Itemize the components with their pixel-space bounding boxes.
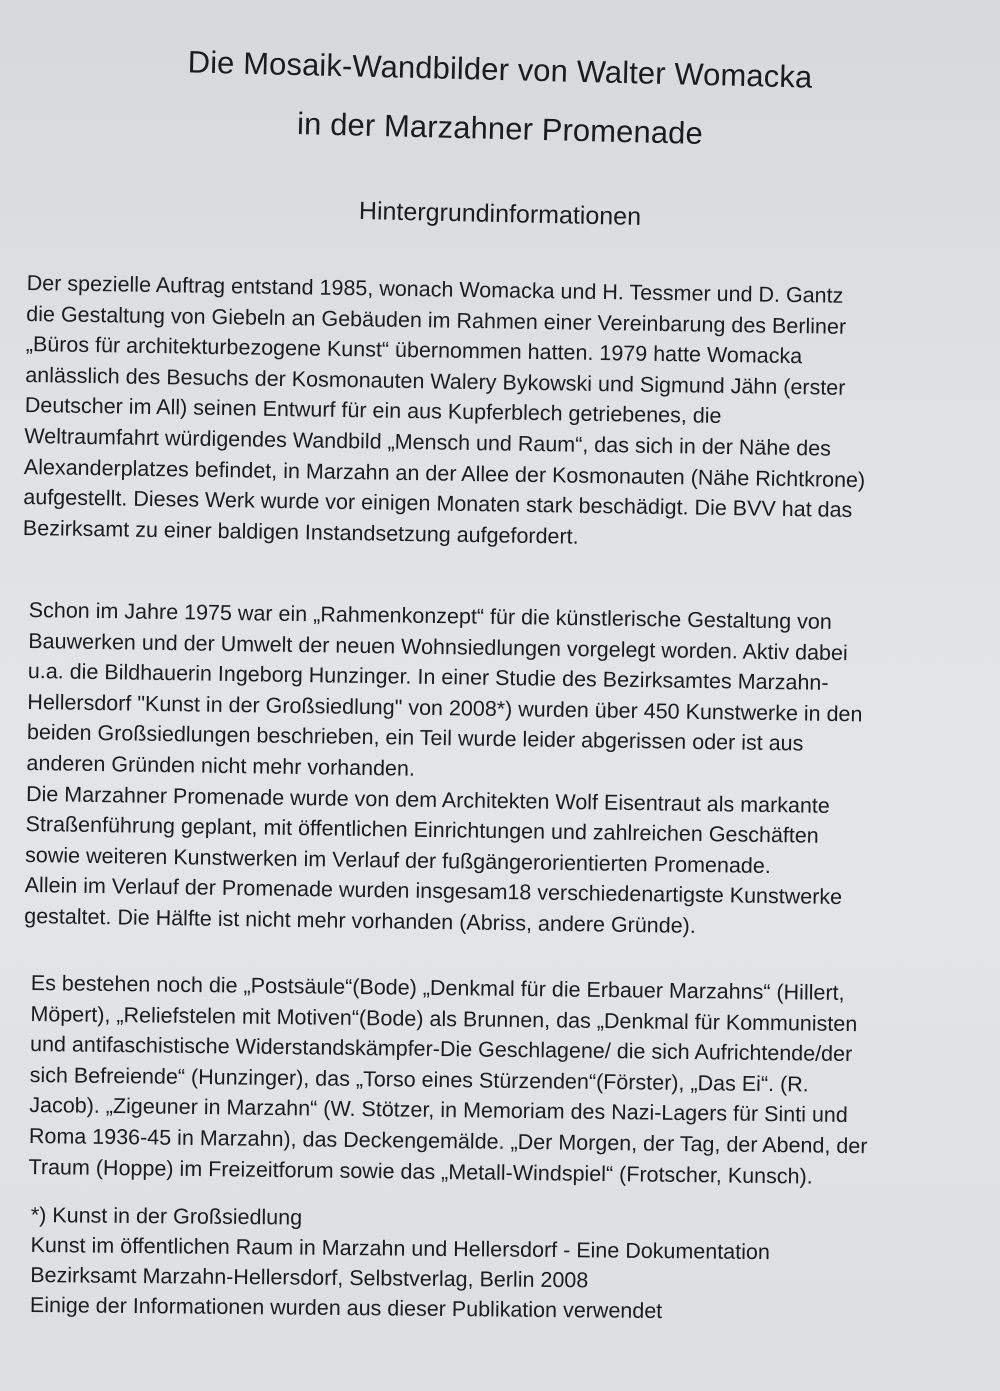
paragraph-line: Allein im Verlauf der Promenade wurden insgesam18 verschiedenartigste Kunstwerke [24, 873, 843, 910]
document-subtitle: Hintergrundinformationen [358, 197, 642, 231]
paragraph-kunstwerke [28, 968, 1000, 1194]
paragraph-line: die Gestaltung von Giebeln an Gebäuden im Rahmen einer Vereinbarung des Berliner [26, 301, 847, 339]
paragraph-line: und antifaschistische Widerstandskämpfer-Die Geschlagene/ die sich Aufrichtende/der [29, 1032, 853, 1067]
document-title-line-2: in der Marzahner Promenade [296, 106, 704, 151]
paragraph-line: anlässlich des Besuchs der Kosmonauten Walery Bykowski und Sigmund Jähn (erster [25, 362, 846, 400]
paragraph-line: anderen Gründen nicht mehr vorhanden. [26, 750, 416, 781]
paragraph-line: Straßenführung geplant, mit öffentlichen Einrichtungen und zahlreichen Geschäften [25, 812, 819, 848]
paragraph-line: aufgestellt. Dieses Werk wurde vor einigen Monaten stark beschädigt. Die BVV hat das [23, 485, 853, 523]
paragraph-line: Bauwerken und der Umwelt der neuen Wohnsiedlungen vorgelegt worden. Aktiv dabei [28, 628, 848, 665]
paragraph-rahmenkonzept [24, 595, 999, 946]
footnote-line: Einige der Informationen wurden aus dieser Publikation verwendet [29, 1292, 663, 1324]
paragraph-line: u.a. die Bildhauerin Ingeborg Hunzinger. In einer Studie des Bezirksamtes Marzahn- [27, 659, 829, 696]
paragraph-line: gestaltet. Die Hälfte ist nicht mehr vorhanden (Abriss, andere Gründe). [24, 903, 696, 938]
paragraph-line: „Büros für architekturbezogene Kunst“ übernommen hatten. 1979 hatte Womacka [25, 332, 803, 369]
paragraph-line: Der spezielle Auftrag entstand 1985, wonach Womacka und H. Tessmer und D. Gantz [26, 270, 844, 308]
paragraph-line: sich Befreiende“ (Hunzinger), das „Torso eines Stürzenden“(Förster), „Das Ei“. (R. [29, 1062, 809, 1097]
paragraph-line: sowie weiteren Kunstwerken im Verlauf der fußgängerorientierten Promenade. [24, 842, 771, 878]
footnote-line: Bezirksamt Marzahn-Hellersdorf, Selbstverlag, Berlin 2008 [30, 1262, 589, 1293]
paragraph-line: Bezirksamt zu einer baldigen Instandsetzung aufgefordert. [22, 515, 579, 549]
document-title-line-1: Die Mosaik-Wandbilder von Walter Womacka [187, 44, 813, 95]
footnote [30, 1200, 1000, 1329]
paragraph-line: Die Marzahner Promenade wurde von dem Architekten Wolf Eisentraut als markante [25, 781, 831, 818]
paragraph-line: Weltraumfahrt würdigendes Wandbild „Mensch und Raum“, das sich in der Nähe des [24, 423, 832, 461]
paragraph-line: Hellersdorf "Kunst in der Großsiedlung" von 2008*) wurden über 450 Kunstwerke in den [27, 689, 863, 727]
paragraph-line: Deutscher im All) seinen Entwurf für ein aus Kupferblech getriebenes, die [24, 393, 722, 429]
paragraph-line: beiden Großsiedlungen beschrieben, ein Teil wurde leider abgerissen oder ist aus [26, 720, 804, 756]
paragraph-line: Es bestehen noch die „Postsäule“(Bode) „Denkmal für die Erbauer Marzahns“ (Hillert, [30, 970, 845, 1005]
paragraph-line: Alexanderplatzes befindet, in Marzahn an der Allee der Kosmonauten (Nähe Richtkrone) [23, 454, 866, 492]
paragraph-line: Möpert), „Reliefstelen mit Motiven“(Bode) als Brunnen, das „Denkmal für Kommunisten [30, 1001, 858, 1036]
paragraph-line: Jacob). „Zigeuner in Marzahn“ (W. Stötzer, in Memoriam des Nazi-Lagers für Sinti und [29, 1093, 848, 1128]
footnote-line: Kunst im öffentlichen Raum in Marzahn und Hellersdorf - Eine Dokumentation [30, 1232, 770, 1265]
paragraph-line: Traum (Hoppe) im Freizeitforum sowie das „Metall-Windspiel“ (Frotscher, Kunsch). [28, 1154, 813, 1189]
paragraph-line: Roma 1936-45 in Marzahn), das Deckengemälde. „Der Morgen, der Tag, der Abend, der [28, 1123, 868, 1159]
footnote-line: *) Kunst in der Großsiedlung [30, 1202, 303, 1230]
paragraph-line: Schon im Jahre 1975 war ein „Rahmenkonzept“ für die künstlerische Gestaltung von [28, 597, 832, 634]
paragraph-auftrag [23, 268, 997, 559]
